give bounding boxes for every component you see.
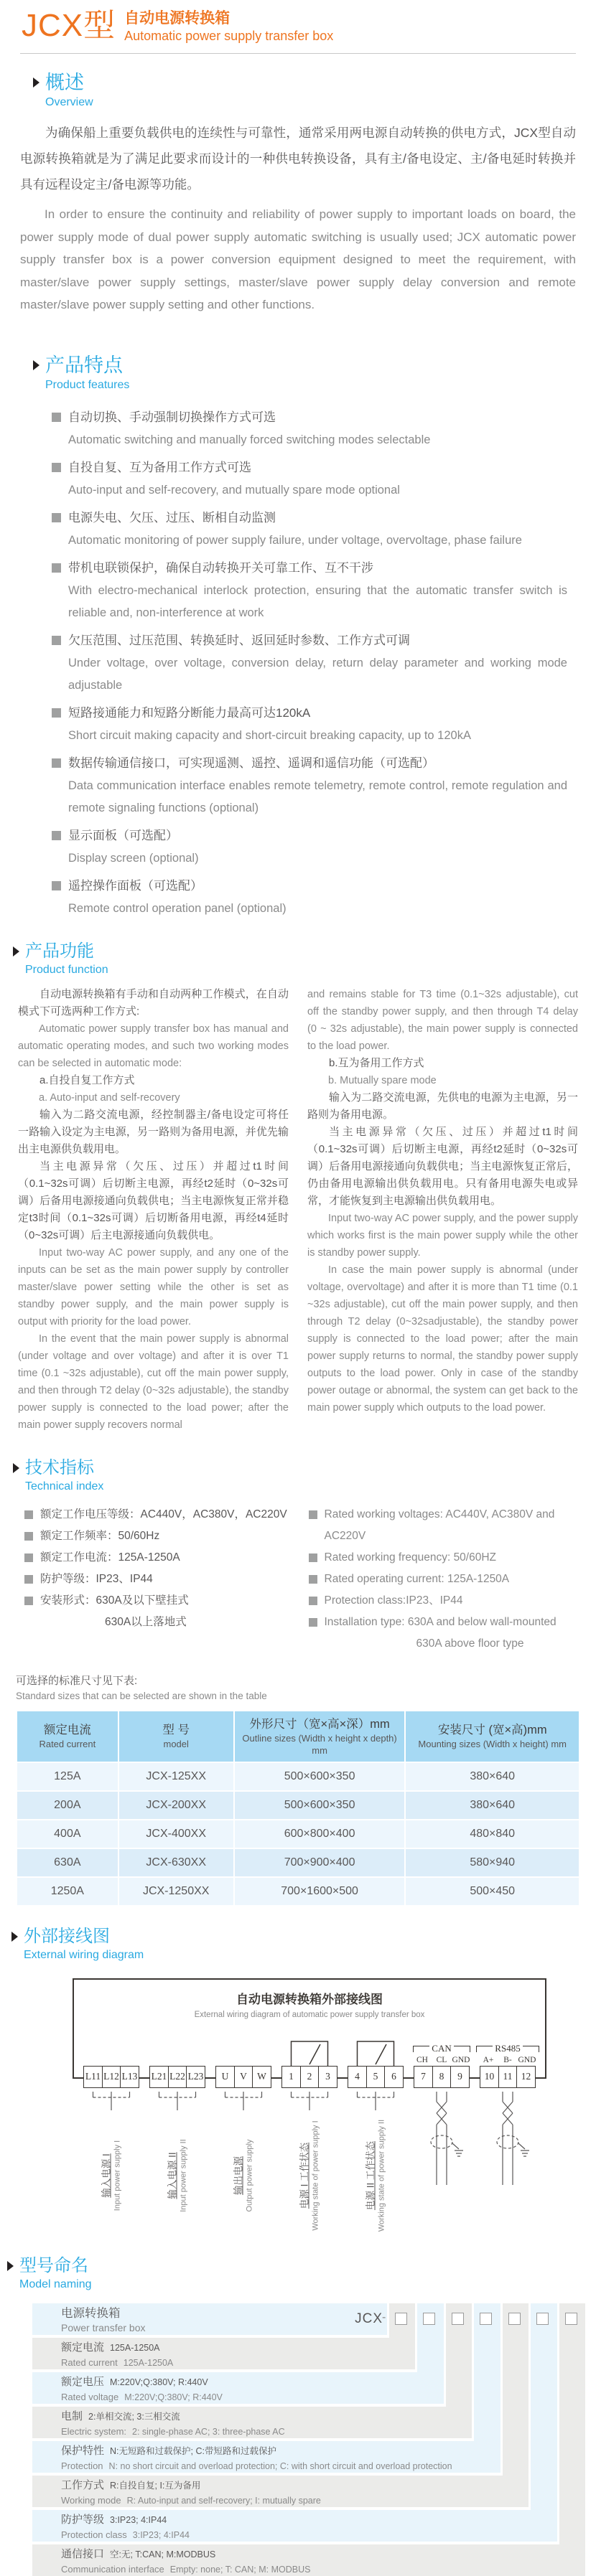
bullet-square-icon (52, 636, 61, 645)
bullet-square-icon (52, 758, 61, 768)
table-caption-cn: 可选择的标准尺寸见下表: (16, 1674, 138, 1687)
wiring-box-title-en: External wiring diagram of automatic power supply transfer box (194, 2010, 425, 2019)
tech-item-continuation: 630A above floor type (416, 1637, 524, 1650)
feature-cn: 数据传输通信接口，可实现遥测、遥控、遥调和遥信功能（可选配） (68, 756, 434, 770)
cable-label-en: Working state of power supply I (311, 2120, 320, 2231)
tech-item-continuation: 630A以上落地式 (105, 1615, 187, 1628)
function-paragraph: 输入为二路交流电源，经控制器主/备电设定可将任一路输入设定为主电源，另一路则为备用电源，并优先输出主电源供负载用电。 (18, 1108, 289, 1155)
wiring-box-title-cn: 自动电源转换箱外部接线图 (236, 1992, 383, 2006)
overview-title-cn: 概述 (45, 72, 84, 93)
section-product-features (33, 354, 567, 920)
function-paragraph: and remains stable for T3 time (0.1~32s adjustable), cut off the standby power supply, and then through T4 delay (0 ~ 32s adjustable), the main power supply is connected to the load power. (307, 988, 578, 1052)
terminal: 9 (450, 2066, 470, 2088)
bullet-square-icon (24, 1510, 33, 1519)
product-title-en: Automatic power supply transfer box (124, 29, 334, 43)
model-code-box (452, 2313, 464, 2325)
function-paragraph: a. Auto-input and self-recovery (39, 1091, 180, 1104)
function-paragraph: 当主电源异常（欠压、过压）并超过t1时间（0.1~32s可调）后切断主电源，再经t2延时（0~32s可调）后备用电源接通向负载供电；当主电源恢复正常后，仍由备用电源输出供负载用电。只有备用电源失电或异常，才能恢复到主电源输出供负载用电。 (307, 1125, 578, 1207)
tech-item (309, 1569, 579, 1590)
model-code-box (395, 2313, 407, 2325)
wiring-diagram (73, 1978, 546, 2237)
terminal-group-state2 (348, 2033, 404, 2088)
wiring-box (73, 1978, 546, 2082)
terminal: W (252, 2066, 271, 2088)
twisted-pair-shield-icon (414, 2092, 470, 2199)
feature-item (52, 556, 567, 624)
bracket-icon (476, 2046, 493, 2052)
cell: 380×640 (406, 1763, 579, 1790)
overview-paragraph-cn: 为确保船上重要负载供电的连续性与可靠性，通常采用两电源自动转换的供电方式，JCX型自动电源转换箱就是为了满足此要求而设计的一种供电转换设备，具有主/备电设定、主/备电延时转换并具有远程设定主/备电源等功能。 (20, 126, 576, 192)
section-model-naming (7, 2256, 596, 2576)
feature-item (52, 629, 567, 697)
cell: 600×800×400 (235, 1820, 405, 1848)
terminal: V (234, 2066, 253, 2088)
pin-label: CL (436, 2055, 447, 2064)
function-title-cn: 产品功能 (25, 941, 94, 961)
tech-item (24, 1569, 294, 1590)
function-column-left (18, 986, 289, 1434)
cell: 700×900×400 (235, 1849, 405, 1876)
cell: JCX-1250XX (119, 1878, 233, 1905)
bullet-square-icon (24, 1553, 33, 1562)
tech-title-cn: 技术指标 (25, 1457, 94, 1477)
model-row: 电源转换箱 Power transfer box (32, 2303, 387, 2335)
cell: JCX-400XX (119, 1820, 233, 1848)
bullet-square-icon (52, 413, 61, 422)
section-marker-triangle-icon (13, 946, 19, 956)
bullet-square-icon (52, 708, 61, 718)
section-wiring-diagram (11, 1927, 596, 2237)
cable-label-input1 (83, 2092, 139, 2237)
feature-item (52, 874, 567, 920)
function-column-right (307, 986, 578, 1434)
size-table (16, 1710, 580, 1907)
terminal-group-output (215, 2033, 271, 2088)
feature-item (52, 701, 567, 747)
feature-item (52, 751, 567, 819)
bracket-icon (523, 2046, 539, 2052)
col-outline-sizes: 外形尺寸（宽×高×深）mm Outline sizes (Width x height x depth) mm (235, 1711, 405, 1762)
tech-item-text: Rated working frequency: 50/60HZ (324, 1551, 497, 1564)
cable-label-cn: 电源 I 工作状态 (299, 2142, 310, 2209)
model-code-box (423, 2313, 435, 2325)
section-marker-triangle-icon (33, 77, 39, 88)
tech-item (24, 1590, 294, 1612)
terminal: L11 (83, 2066, 103, 2088)
table-row (17, 1820, 579, 1848)
function-paragraph: b. Mutually spare mode (328, 1074, 437, 1086)
table-row (17, 1878, 579, 1905)
terminal-group-can (414, 2033, 470, 2088)
size-table-block (16, 1673, 580, 1907)
cable-label-cn: 输入电源 II (167, 2151, 178, 2199)
cell: 380×640 (406, 1792, 579, 1819)
terminal: 3 (318, 2066, 337, 2088)
section-marker-triangle-icon (7, 2261, 14, 2271)
pin-label: GND (452, 2055, 470, 2064)
tech-item (309, 1590, 579, 1612)
section-marker-triangle-icon (13, 1463, 19, 1473)
cell: 200A (17, 1792, 118, 1819)
wiring-title-en: External wiring diagram (24, 1948, 144, 1961)
feature-en: Auto-input and self-recovery, and mutually spare mode optional (68, 483, 400, 497)
cell: 500×450 (406, 1878, 579, 1905)
cell: 500×600×350 (235, 1792, 405, 1819)
rs485-twisted-pair (480, 2092, 536, 2237)
model-dash: - (382, 2311, 386, 2323)
cell: 700×1600×500 (235, 1878, 405, 1905)
ladder-band (559, 2303, 585, 2576)
feature-cn: 自投自复、互为备用工作方式可选 (68, 460, 251, 474)
bullet-square-icon (52, 463, 61, 472)
function-paragraph: Input two-way AC power supply, and any one of the inputs can be set as the main power supply by controller master/slave power setting while the other is set as standby power supply, and the main power supply is output with priority for the load power. (18, 1246, 289, 1327)
section-technical-index (24, 1458, 578, 1655)
section-marker-triangle-icon (11, 1932, 18, 1942)
table-row (17, 1792, 579, 1819)
col-model: 型 号 model (119, 1711, 233, 1762)
tech-item-text: Rated operating current: 125A-1250A (324, 1572, 510, 1585)
terminal: U (215, 2066, 235, 2088)
cable-label-state1 (281, 2092, 337, 2237)
tech-item-text: 防护等级：IP23、IP44 (40, 1572, 153, 1585)
tech-columns (24, 1504, 578, 1655)
tech-item (309, 1612, 579, 1633)
features-title-cn: 产品特点 (45, 354, 123, 376)
cable-label-en: Output power supply (245, 2139, 254, 2211)
cell: 480×840 (406, 1820, 579, 1848)
model-prefix: JCX (355, 2311, 383, 2326)
product-model-title: JCX型 (22, 8, 116, 43)
features-list (52, 405, 567, 920)
model-row: 保护特性 N:无短路和过载保护; C:带短路和过载保护 Protection N: no short circuit and overload protection; C: with short circuit and overload protection (32, 2441, 500, 2473)
cell: JCX-630XX (119, 1849, 233, 1876)
terminal-group-input2 (149, 2033, 205, 2088)
twisted-pair-shield-icon (480, 2092, 536, 2199)
function-paragraph: In the event that the main power supply is abnormal (under voltage and over voltage) and after it is over T1 time (0.1 ~32s adjustable), cut off the main power supply, and then through T2 delay (0~32s adjustable), the standby power supply is connected to the load power; after the main power supply recovers normal (18, 1332, 289, 1431)
terminal: 8 (432, 2066, 452, 2088)
model-title-cn: 型号命名 (19, 2255, 88, 2275)
wiring-header (11, 1927, 596, 1962)
feature-cn: 遥控操作面板（可选配） (68, 878, 202, 893)
terminal-group-state1 (281, 2033, 337, 2088)
bullet-square-icon (52, 513, 61, 522)
table-header-row (17, 1711, 579, 1762)
overview-paragraph-en: In order to ensure the continuity and reliability of power supply to important loads on board, the power supply mode of dual power supply automatic switching is usually used; JCX automatic power supply transfer box is a power conversion equipment designed to meet the requirement, with master/slave power supply settings, master/slave power supply delay conversion and remote master/slave power supply setting and other functions. (20, 207, 576, 311)
feature-item (52, 824, 567, 870)
overview-header (33, 71, 576, 110)
terminal: L22 (168, 2066, 187, 2088)
cell: JCX-200XX (119, 1792, 233, 1819)
cell: JCX-125XX (119, 1763, 233, 1790)
function-paragraph: Automatic power supply transfer box has manual and automatic operating modes, and such two working modes can be selected in automatic mode: (18, 1023, 289, 1069)
wiring-lower-labels (73, 2092, 546, 2237)
feature-en: Short circuit making capacity and short-circuit breaking capacity, up to 120kA (68, 728, 471, 742)
terminal: L13 (120, 2066, 139, 2088)
model-code-box (565, 2313, 577, 2325)
feature-item (52, 456, 567, 502)
cell: 125A (17, 1763, 118, 1790)
function-paragraph: 当主电源异常（欠压、过压）并超过t1时间（0.1~32s可调）后切断主电源，再经t2延时（0~32s可调）后备用电源接通向负载供电；当主电源恢复正常并稳定t3时间（0.1~32s可调）后切断备用电源，再经t4延时（0~32s可调）后主电源接通向负载供电。 (18, 1160, 289, 1241)
model-title-en: Model naming (19, 2277, 92, 2290)
feature-cn: 短路接通能力和短路分断能力最高可达120kA (68, 705, 311, 720)
terminal: 12 (516, 2066, 536, 2088)
feature-en: Under voltage, over voltage, conversion delay, return delay parameter and working mode adjustable (68, 656, 567, 692)
model-row: 通信接口 空:无; T:CAN; M:MODBUS Communication interface Empty: none; T: CAN; M: MODBUS (32, 2544, 585, 2576)
terminal-group-rs485 (480, 2033, 536, 2088)
cell: 1250A (17, 1878, 118, 1905)
table-row (17, 1849, 579, 1876)
cable-label-en: Input power supply I (113, 2140, 122, 2211)
pin-label: CH (416, 2055, 428, 2064)
terminal: 2 (300, 2066, 320, 2088)
terminal: 5 (366, 2066, 386, 2088)
function-paragraph: In case the main power supply is abnormal (under voltage, overvoltage) and after it is more than T1 time (0.1 ~32s adjustable), cut off the main power supply, and then through T2 delay (0~32sadjustable), the standby power supply is connected to the load power; after the main power supply returns to normal, the standby power supply outputs to the load power. Only in case of the standby power outage or abnormal, the system can get back to the main power supply which outputs to the load power. (307, 1264, 578, 1414)
bullet-square-icon (309, 1553, 317, 1562)
table-row (17, 1763, 579, 1790)
function-title-en: Product function (25, 963, 108, 976)
feature-en: With electro-mechanical interlock protection, ensuring that the automatic transfer switch is reliable and, non-interference at work (68, 583, 567, 619)
tech-title-en: Technical index (25, 1480, 104, 1493)
terminal: 7 (414, 2066, 433, 2088)
model-code-box (536, 2313, 549, 2325)
model-row: 电制 2:单相交流; 3:三相交流 Electric system: 2: single-phase AC; 3: three-phase AC (32, 2407, 472, 2438)
section-product-function (18, 941, 578, 1434)
model-row: 额定电流 125A-1250A Rated current 125A-1250A (32, 2338, 415, 2369)
terminal: L21 (149, 2066, 169, 2088)
bracket-icon (413, 2046, 429, 2052)
ladder-band (531, 2303, 557, 2542)
tech-item-text: Rated working voltages: AC440V, AC380V and AC220V (324, 1508, 555, 1542)
bracket-icon (454, 2046, 470, 2052)
tech-item-text: Installation type: 630A and below wall-mounted (324, 1615, 557, 1628)
tech-item-text: 额定工作频率：50/60Hz (40, 1529, 160, 1542)
tech-column-en (309, 1504, 579, 1655)
wiring-title-cn: 外部接线图 (24, 1926, 110, 1946)
feature-cn: 显示面板（可选配） (68, 828, 178, 842)
model-code-box (508, 2313, 521, 2325)
cable-bundle-icon (348, 2092, 404, 2110)
feature-cn: 电源失电、欠压、过压、断相自动监测 (68, 510, 276, 525)
changeover-switch-icon (281, 2034, 337, 2066)
section-marker-triangle-icon (33, 360, 39, 370)
cable-label-state2 (348, 2092, 404, 2237)
feature-en: Automatic switching and manually forced switching modes selectable (68, 433, 431, 446)
bullet-square-icon (52, 831, 61, 840)
feature-en: Data communication interface enables remote telemetry, remote control, remote regulation and remote signaling functions (optional) (68, 779, 567, 814)
cell: 580×940 (406, 1849, 579, 1876)
cable-label-en: Input power supply II (179, 2138, 188, 2212)
can-bus-label: CAN (413, 2044, 470, 2054)
feature-cn: 带机电联锁保护，确保自动转换开关可靠工作、互不干涉 (68, 560, 373, 575)
function-paragraph: a.自投自复工作方式 (39, 1073, 135, 1086)
feature-item (52, 506, 567, 552)
bullet-square-icon (24, 1597, 33, 1605)
tech-item (309, 1547, 579, 1569)
function-paragraph: Input two-way AC power supply, and the power supply which works first is the main power supply while the other is standby power supply. (307, 1212, 578, 1259)
feature-en: Automatic monitoring of power supply failure, under voltage, overvoltage, phase failure (68, 533, 522, 547)
function-columns (18, 986, 578, 1434)
terminal-group-input1 (83, 2033, 139, 2088)
tech-item-text: 额定工作电流：125A-1250A (40, 1551, 180, 1564)
cable-label-output (215, 2092, 271, 2237)
rs485-bus-label: RS485 (476, 2044, 539, 2054)
cell: 400A (17, 1820, 118, 1848)
feature-en: Display screen (optional) (68, 851, 199, 865)
tech-item-text: 安装形式：630A及以下壁挂式 (40, 1594, 189, 1607)
function-paragraph: b.互为备用工作方式 (329, 1056, 424, 1069)
overview-title-en: Overview (45, 96, 93, 108)
terminal: 6 (384, 2066, 404, 2088)
bullet-square-icon (24, 1532, 33, 1541)
feature-cn: 欠压范围、过压范围、转换延时、返回延时参数、工作方式可调 (68, 633, 410, 647)
tech-item (309, 1504, 579, 1547)
bullet-square-icon (309, 1510, 317, 1519)
model-code-box (480, 2313, 492, 2325)
tech-item-text: 额定工作电压等级：AC440V，AC380V，AC220V (40, 1508, 287, 1520)
pin-label: A+ (483, 2055, 494, 2064)
feature-cn: 自动切换、手动强制切换操作方式可选 (68, 410, 276, 424)
cable-bundle-icon (215, 2092, 271, 2110)
bullet-square-icon (52, 881, 61, 890)
header-divider (20, 53, 576, 54)
col-rated-current: 额定电流 Rated current (17, 1711, 118, 1762)
tech-header (13, 1458, 578, 1494)
pin-label: B- (503, 2055, 512, 2064)
product-title-cn: 自动电源转换箱 (124, 10, 231, 27)
terminal-row (81, 2033, 538, 2088)
bullet-square-icon (309, 1575, 317, 1584)
feature-en: Remote control operation panel (optional) (68, 901, 287, 915)
can-twisted-pair (414, 2092, 470, 2237)
terminal: 1 (281, 2066, 301, 2088)
model-row: 防护等级 3:IP23; 4:IP44 Protection class 3:IP23; 4:IP44 (32, 2510, 557, 2542)
bullet-square-icon (309, 1597, 317, 1605)
bullet-square-icon (52, 563, 61, 573)
product-title-block (124, 7, 333, 44)
col-mounting-sizes: 安装尺寸 (宽×高)mm Mounting sizes (Width x height) mm (406, 1711, 579, 1762)
function-paragraph: 输入为二路交流电源，先供电的电源为主电源，另一路则为备用电源。 (307, 1091, 578, 1121)
function-paragraph: 自动电源转换箱有手动和自动两种工作模式，在自动模式下可选两种工作方式: (18, 987, 289, 1017)
features-header (33, 354, 567, 392)
changeover-switch-icon (348, 2034, 404, 2066)
feature-item (52, 405, 567, 451)
model-row: 工作方式 R:自投自复; I:互为备用 Working mode R: Auto-input and self-recovery; I: mutually spare (32, 2476, 529, 2507)
cable-label-en: Working state of power supply II (377, 2119, 386, 2232)
terminal: 4 (348, 2066, 367, 2088)
model-header (7, 2256, 596, 2292)
cell: 630A (17, 1849, 118, 1876)
terminal: L12 (102, 2066, 121, 2088)
cable-bundle-icon (281, 2092, 337, 2110)
bullet-square-icon (309, 1618, 317, 1627)
table-caption-en: Standard sizes that can be selected are shown in the table (16, 1690, 267, 1701)
cable-label-cn: 输出电源 (233, 2156, 244, 2195)
terminal: 10 (480, 2066, 499, 2088)
model-row: 额定电压 M:220V;Q:380V; R:440V Rated voltage M:220V;Q:380V; R:440V (32, 2372, 444, 2404)
tech-item (24, 1547, 294, 1569)
section-overview (20, 71, 576, 316)
function-header (13, 941, 578, 977)
model-naming-ladder (32, 2303, 585, 2576)
features-title-en: Product features (45, 378, 130, 391)
cable-label-input2 (149, 2092, 205, 2237)
tech-column-cn (24, 1504, 294, 1655)
page-header (0, 0, 596, 44)
cable-bundle-icon (83, 2092, 139, 2110)
cell: 500×600×350 (235, 1763, 405, 1790)
tech-item (24, 1526, 294, 1547)
tech-item (24, 1504, 294, 1526)
bullet-square-icon (24, 1575, 33, 1584)
pin-label: GND (518, 2055, 536, 2064)
cable-label-cn: 输入电源 I (101, 2153, 112, 2198)
cable-label-cn: 电源 II 工作状态 (365, 2140, 376, 2210)
terminal: L23 (186, 2066, 205, 2088)
cable-bundle-icon (149, 2092, 205, 2110)
tech-item-text: Protection class:IP23、IP44 (324, 1594, 463, 1607)
terminal: 11 (498, 2066, 518, 2088)
